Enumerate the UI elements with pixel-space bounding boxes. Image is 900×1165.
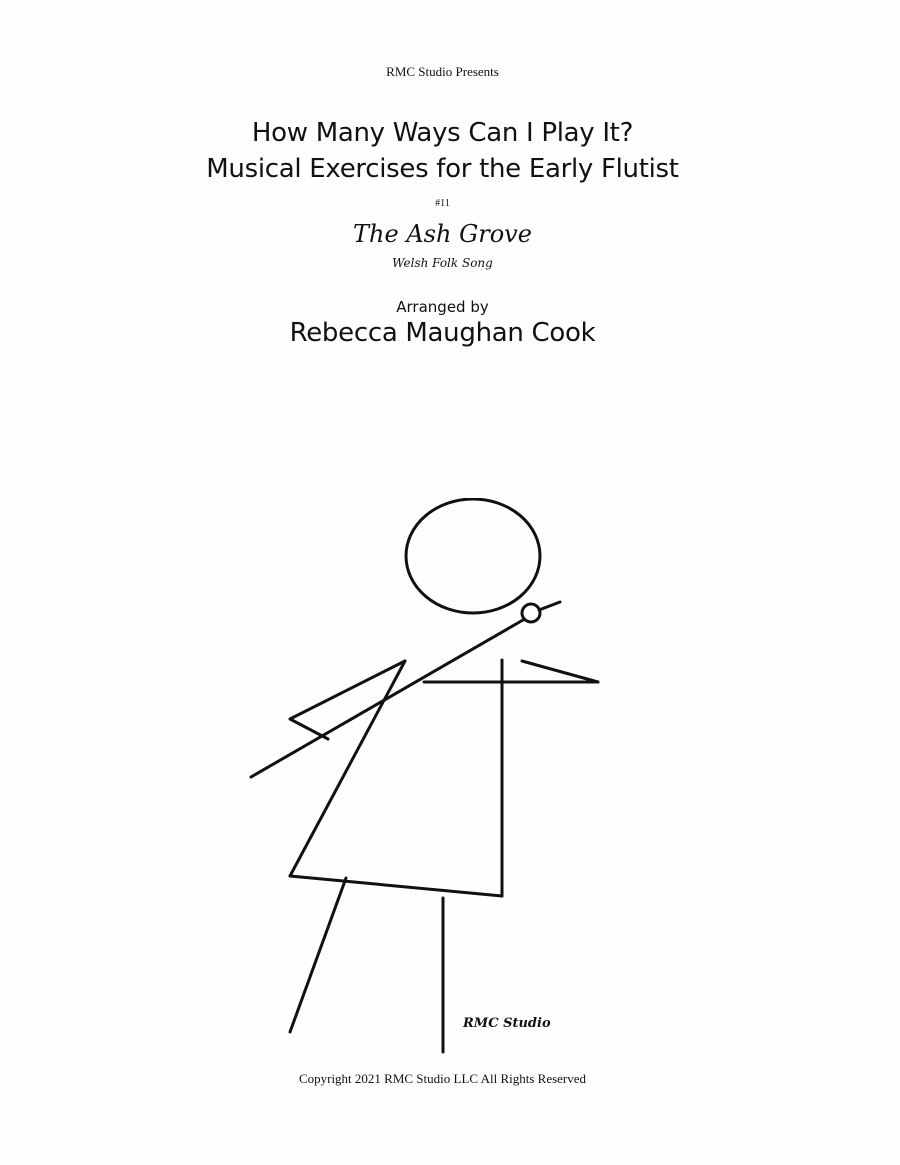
flute-embouchure bbox=[522, 604, 540, 622]
left-arm bbox=[290, 661, 405, 739]
arranger-name: Rebecca Maughan Cook bbox=[289, 318, 596, 348]
book-title-line-1: How Many Ways Can I Play It? bbox=[251, 118, 634, 148]
arranged-by-label: Arranged by bbox=[396, 298, 489, 316]
exercise-number: #11 bbox=[435, 198, 450, 209]
dress-left-side bbox=[290, 661, 405, 876]
presenter-line: RMC Studio Presents bbox=[386, 64, 499, 79]
right-arm bbox=[522, 661, 598, 682]
song-title: The Ash Grove bbox=[353, 220, 532, 248]
flute-line bbox=[251, 620, 523, 777]
dress-hem bbox=[290, 876, 502, 896]
book-title-line-2: Musical Exercises for the Early Flutist bbox=[206, 154, 679, 184]
copyright-notice: Copyright 2021 RMC Studio LLC All Rights Reserved bbox=[298, 1071, 587, 1086]
studio-signature: RMC Studio bbox=[463, 1016, 551, 1031]
flute-tip bbox=[539, 602, 560, 610]
left-leg bbox=[290, 878, 346, 1032]
head-shape bbox=[406, 499, 540, 613]
song-subtitle: Welsh Folk Song bbox=[392, 256, 493, 270]
stick-figure-flute-icon bbox=[240, 498, 620, 1063]
